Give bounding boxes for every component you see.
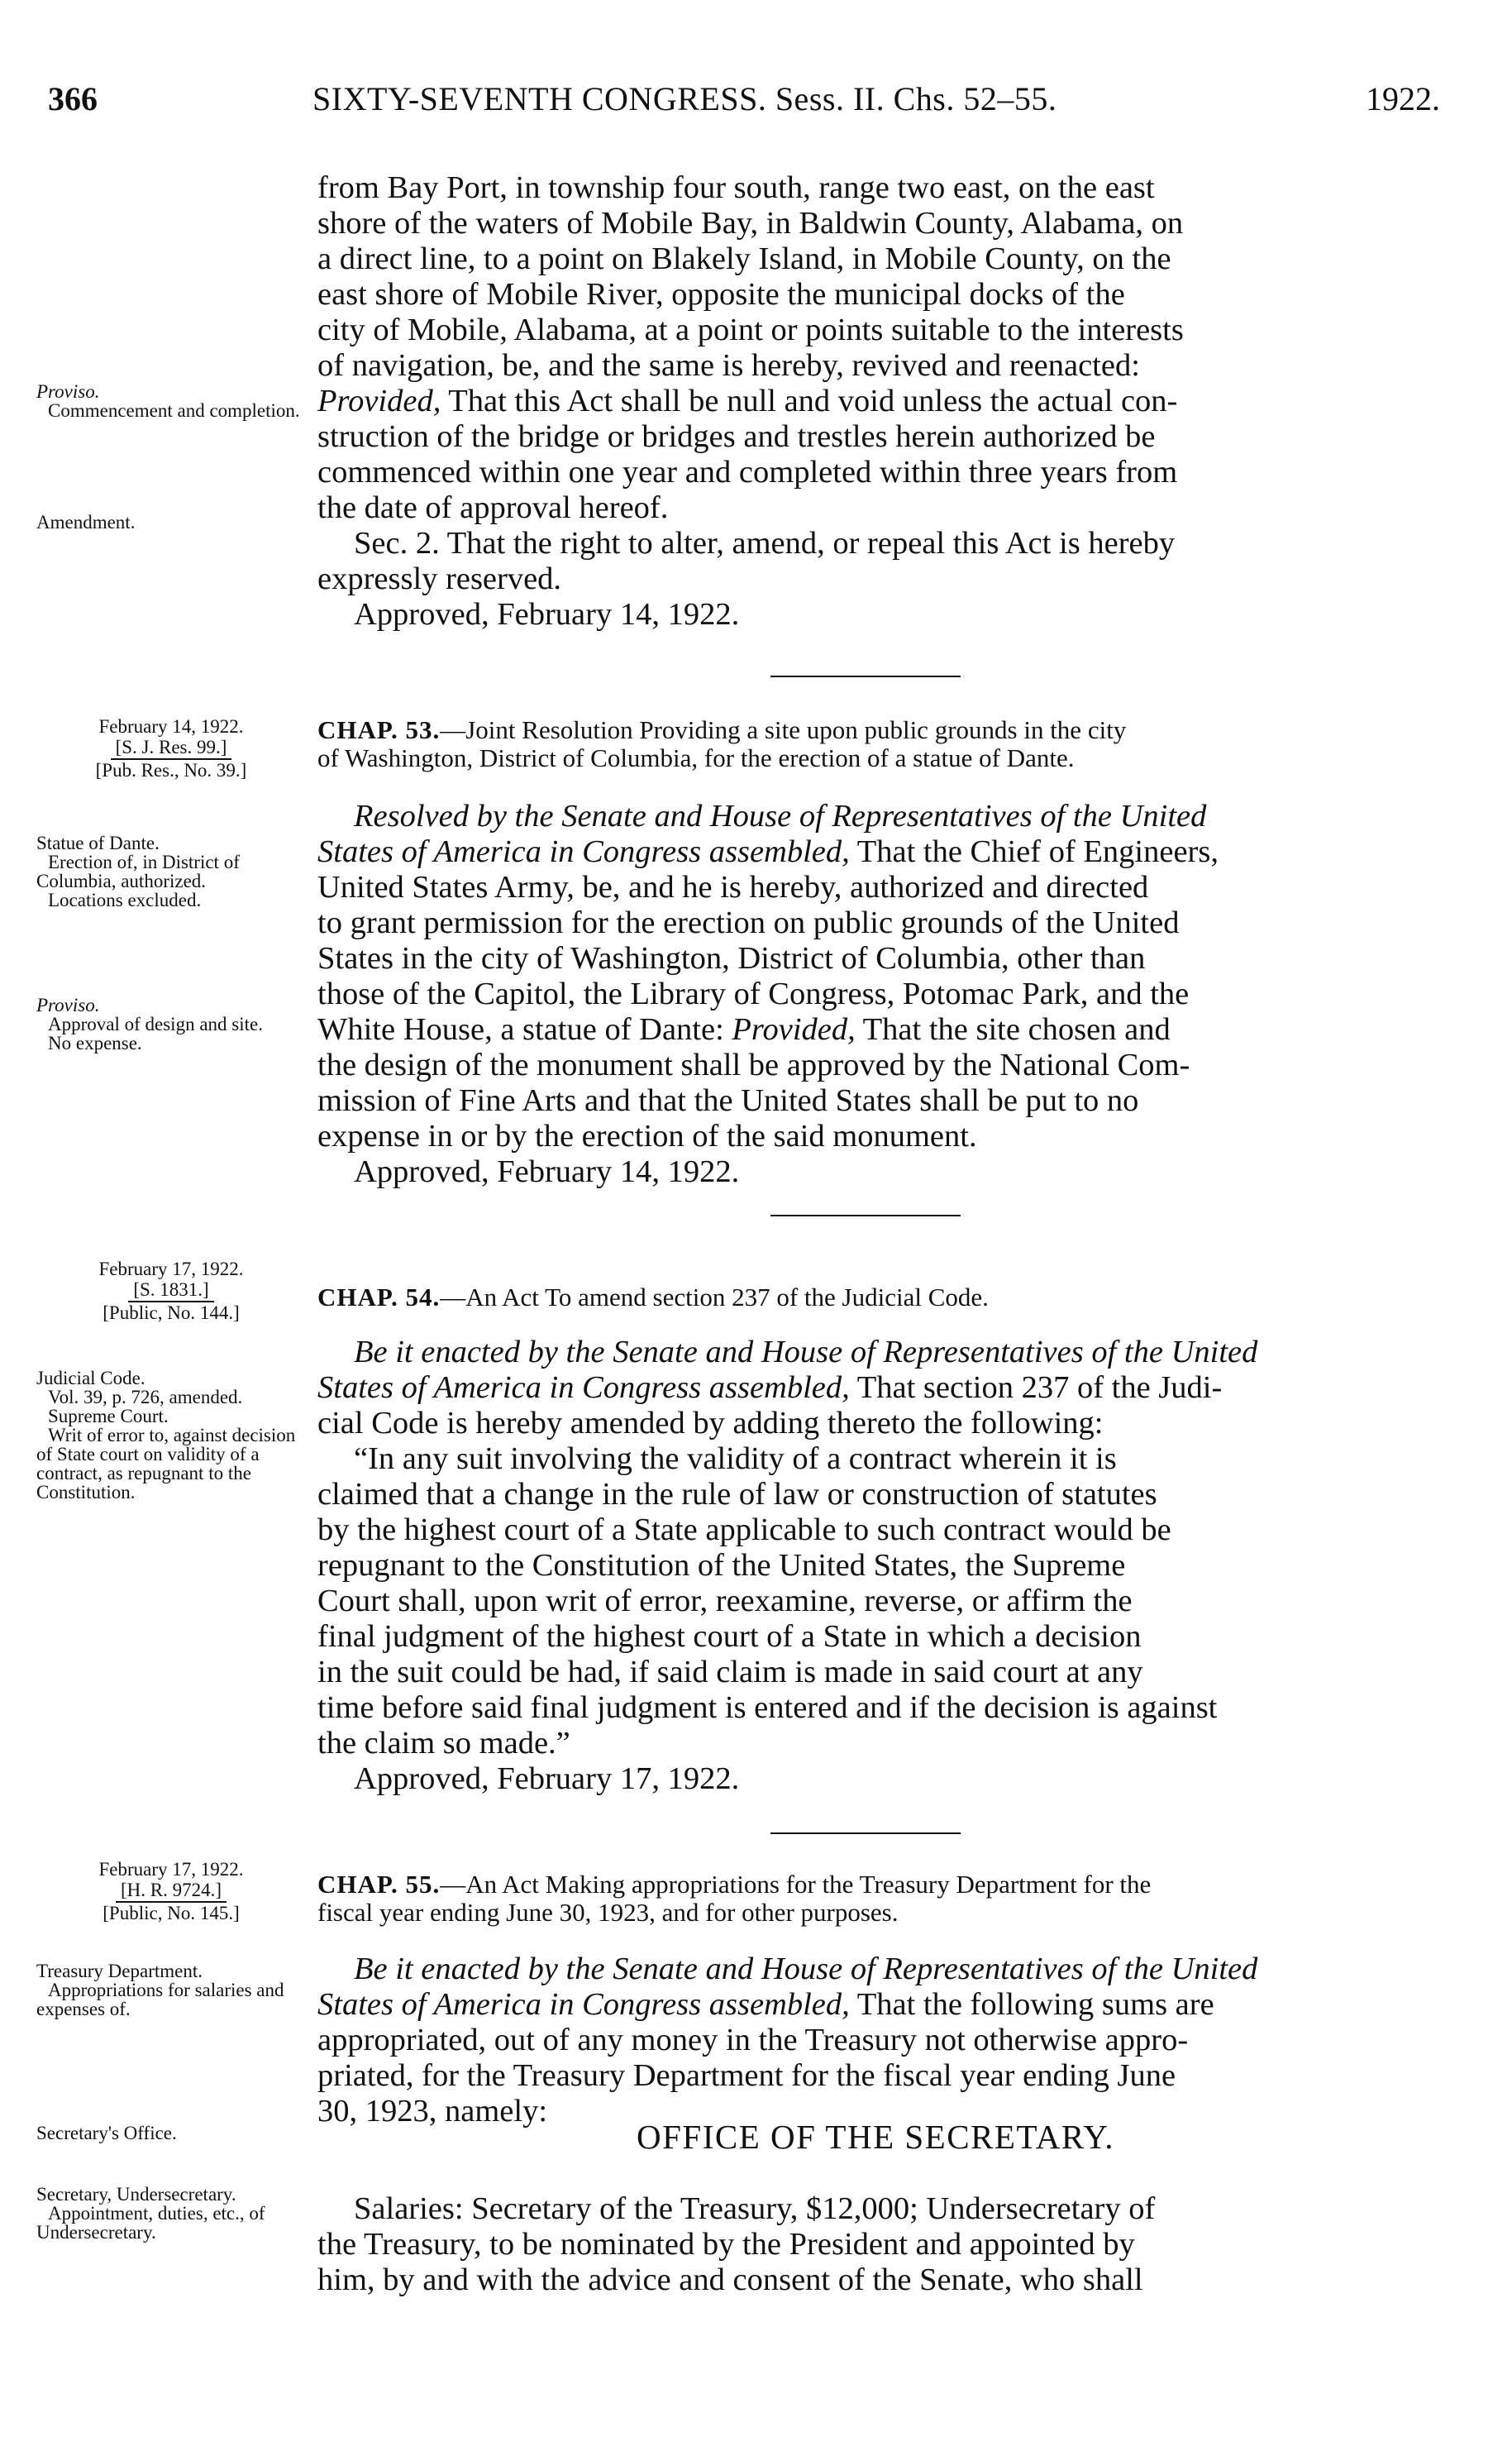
text-line: [317, 1370, 1433, 1406]
chapter-label: CHAP. 54.: [317, 1283, 441, 1312]
chapter-description: —An Act Making appropriations for the Treasury Department for the: [440, 1870, 1152, 1899]
proviso-word: Provided,: [317, 384, 441, 418]
chap53-body: [317, 799, 1433, 1190]
margin-approval: Approval of design and site.: [48, 1014, 263, 1034]
margin-commencement: Commencement and completion.: [48, 400, 300, 421]
running-title: SIXTY-SEVENTH CONGRESS. Sess. II. Chs. 52–55.: [312, 80, 1057, 117]
text-line: to grant permission for the erection on public grounds of the United: [317, 905, 1180, 940]
section-rule: [770, 1832, 961, 1834]
public-law-reference: [Public, No. 144.]: [103, 1302, 240, 1323]
margin-no-expense: No expense.: [48, 1033, 142, 1054]
enacting-clause: Be it enacted by the Senate and House of Representatives of the United: [354, 1335, 1258, 1369]
body-text: That the site chosen and: [855, 1012, 1171, 1047]
approved-line: Approved, February 14, 1922.: [354, 1154, 740, 1189]
enactment-date: February 17, 1922.: [98, 1859, 244, 1880]
text-line: commenced within one year and completed within three years from: [317, 455, 1178, 490]
text-line: Court shall, upon writ of error, reexamine, reverse, or affirm the: [317, 1584, 1133, 1618]
chapter-description: of Washington, District of Columbia, for the erection of a statue of Dante.: [317, 743, 1075, 772]
running-year: 1922.: [1366, 80, 1440, 117]
section-rule: [770, 1215, 961, 1216]
text-line: by the highest court of a State applicable to such contract would be: [317, 1512, 1171, 1547]
chapter-description: —Joint Resolution Providing a site upon public grounds in the city: [440, 715, 1127, 744]
margin-proviso: Proviso.: [36, 381, 100, 402]
running-header: [48, 79, 1440, 129]
chap55-title: [317, 1870, 1433, 1927]
chapter-label: CHAP. 55.: [317, 1870, 441, 1899]
enacting-clause: States of America in Congress assembled,: [317, 834, 850, 869]
margin-judicial: Judicial Code.: [36, 1368, 145, 1388]
text-line: him, by and with the advice and consent of the Senate, who shall: [317, 2262, 1143, 2297]
margin-note-amendment: [36, 513, 301, 532]
margin-secretary-office: Secretary's Office.: [36, 2123, 177, 2143]
proviso-word: Provided,: [732, 1012, 856, 1047]
body-text: That section 237 of the Judi-: [849, 1370, 1223, 1405]
text-line: east shore of Mobile River, opposite the municipal docks of the: [317, 277, 1125, 312]
margin-note-proviso: [36, 382, 301, 420]
section-heading: OFFICE OF THE SECRETARY.: [637, 2118, 1114, 2156]
text-line: mission of Fine Arts and that the United States shall be put to no: [317, 1083, 1139, 1118]
text-line: city of Mobile, Alabama, at a point or points suitable to the interests: [317, 313, 1184, 347]
text-line: from Bay Port, in township four south, range two east, on the east: [317, 170, 1155, 205]
text-line: [317, 1987, 1433, 2023]
margin-treasury: Treasury Department.: [36, 1961, 203, 1981]
enactment-date: February 17, 1922.: [98, 1259, 244, 1279]
text-line: cial Code is hereby amended by adding thereto the following:: [317, 1406, 1104, 1440]
text-line: struction of the bridge or bridges and trestles herein authorized be: [317, 419, 1156, 454]
margin-vol: Vol. 39, p. 726, amended.: [48, 1387, 243, 1407]
text-line: the date of approval hereof.: [317, 490, 669, 525]
margin-appropriations: Appropriations for salaries and expenses of.: [36, 1980, 284, 2019]
margin-statue: Statue of Dante.: [36, 833, 160, 853]
margin-appointment: Appointment, duties, etc., of Undersecretary.: [36, 2203, 265, 2243]
text-line: “In any suit involving the validity of a contract wherein it is: [354, 1441, 1117, 1476]
text-line: Salaries: Secretary of the Treasury, $12,000; Undersecretary of: [354, 2191, 1156, 2226]
enacting-clause: States of America in Congress assembled,: [317, 1987, 850, 2022]
page-number: 366: [48, 80, 98, 117]
chapter-description: fiscal year ending June 30, 1923, and for other purposes.: [317, 1898, 899, 1927]
text-line: expense in or by the erection of the said monument.: [317, 1119, 977, 1154]
text-line: time before said final judgment is entered and if the decision is against: [317, 1690, 1218, 1725]
text-line: final judgment of the highest court of a State in which a decision: [317, 1619, 1142, 1654]
margin-secretary: Secretary, Undersecretary.: [36, 2184, 236, 2205]
margin-proviso: Proviso.: [36, 995, 100, 1015]
text-line: [317, 834, 1433, 870]
chap55-date-block: [51, 1859, 291, 1923]
public-law-reference: [Public, No. 145.]: [103, 1903, 240, 1923]
text-line: United States Army, be, and he is hereby, authorized and directed: [317, 870, 1149, 905]
salaries-paragraph: [317, 2191, 1433, 2298]
text-line: priated, for the Treasury Department for the fiscal year ending June: [317, 2058, 1176, 2093]
section-rule: [770, 676, 961, 677]
enacting-clause: Be it enacted by the Senate and House of Representatives of the United: [354, 1952, 1258, 1986]
text-line: the design of the monument shall be approved by the National Com-: [317, 1048, 1190, 1082]
text-line: of navigation, be, and the same is hereby, revived and reenacted:: [317, 348, 1140, 383]
bill-reference: [S. J. Res. 99.]: [111, 737, 232, 760]
chapter-description: —An Act To amend section 237 of the Judicial Code.: [440, 1283, 989, 1312]
chap52-body: [317, 170, 1433, 633]
text-line: in the suit could be had, if said claim is made in said court at any: [317, 1655, 1143, 1689]
margin-note-treasury: [36, 1961, 301, 2019]
section-2: Sec. 2. That the right to alter, amend, or repeal this Act is hereby: [354, 526, 1176, 561]
chap55-body: [317, 1952, 1433, 2129]
body-text: That the Chief of Engineers,: [849, 834, 1219, 869]
text-line: 30, 1923, namely:: [317, 2094, 548, 2128]
chapter-label: CHAP. 53.: [317, 715, 441, 744]
text-line: the claim so made.”: [317, 1726, 570, 1761]
margin-erection: Erection of, in District of Columbia, authorized.: [36, 852, 240, 891]
chap54-title: [317, 1283, 1433, 1312]
margin-note-secretary: [36, 2185, 301, 2242]
public-law-reference: [Pub. Res., No. 39.]: [95, 760, 247, 781]
text-line: repugnant to the Constitution of the United States, the Supreme: [317, 1548, 1126, 1583]
text-line: those of the Capitol, the Library of Congress, Potomac Park, and the: [317, 977, 1190, 1011]
margin-note-dante: [36, 834, 301, 910]
margin-note-judicial: [36, 1369, 301, 1502]
body-text: That the following sums are: [849, 1987, 1214, 2022]
body-text: White House, a statue of Dante:: [317, 1012, 732, 1047]
text-line: expressly reserved.: [317, 561, 562, 596]
proviso-text: That this Act shall be null and void unless the actual con-: [441, 384, 1178, 418]
margin-note-proviso-53: [36, 996, 301, 1053]
enactment-date: February 14, 1922.: [98, 716, 244, 737]
proviso-line: [317, 384, 1433, 419]
bill-reference: [S. 1831.]: [128, 1279, 213, 1302]
margin-amendment: Amendment.: [36, 512, 136, 533]
text-line: claimed that a change in the rule of law or construction of statutes: [317, 1477, 1157, 1512]
chap53-title: [317, 716, 1433, 772]
enacting-clause: Resolved by the Senate and House of Representatives of the United: [354, 799, 1207, 834]
margin-locations: Locations excluded.: [48, 890, 202, 910]
bill-reference: [H. R. 9724.]: [116, 1880, 227, 1903]
approved-line: Approved, February 17, 1922.: [354, 1761, 740, 1796]
chap54-body: [317, 1335, 1433, 1797]
margin-writ: Writ of error to, against decision of State court on validity of a contract, as repugnant to the Constitution.: [36, 1425, 296, 1503]
text-line: the Treasury, to be nominated by the President and appointed by: [317, 2227, 1135, 2262]
chap53-date-block: [51, 716, 291, 781]
text-line: appropriated, out of any money in the Treasury not otherwise appro-: [317, 2023, 1189, 2057]
approved-line: Approved, February 14, 1922.: [354, 597, 740, 632]
text-line: shore of the waters of Mobile Bay, in Baldwin County, Alabama, on: [317, 206, 1184, 241]
margin-supreme: Supreme Court.: [48, 1406, 169, 1426]
text-line: [317, 1012, 1433, 1048]
margin-note-secretary-office: [36, 2124, 301, 2143]
enacting-clause: States of America in Congress assembled,: [317, 1370, 850, 1405]
text-line: a direct line, to a point on Blakely Island, in Mobile County, on the: [317, 241, 1171, 276]
chap54-date-block: [51, 1259, 291, 1323]
text-line: States in the city of Washington, District of Columbia, other than: [317, 941, 1146, 976]
